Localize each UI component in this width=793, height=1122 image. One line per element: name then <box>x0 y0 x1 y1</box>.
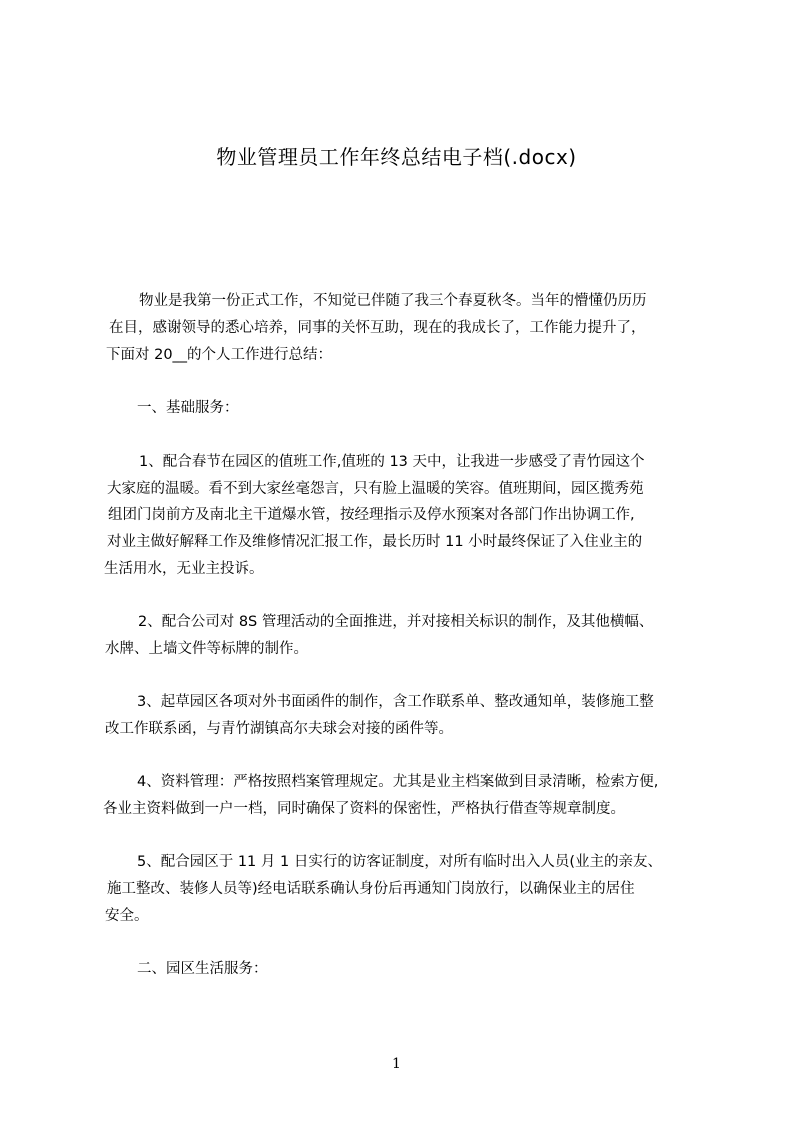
page-number: 1 <box>392 1056 401 1072</box>
item-5-line: 安全。 <box>105 908 149 924</box>
item-1-line: 生活用水，无业主投诉。 <box>104 561 264 577</box>
intro-line: 物业是我第一份正式工作，不知觉已伴随了我三个春夏秋冬。当年的懵懂仍历历 <box>139 293 647 309</box>
item-1-line: 大家庭的温暖。看不到大家丝毫怨言，只有脸上温暖的笑容。值班期间，园区揽秀苑 <box>107 481 644 497</box>
intro-line: 下面对 20__的个人工作进行总结： <box>106 347 333 363</box>
item-2-line: 2、配合公司对 8S 管理活动的全面推进，并对接相关标识的制作，及其他横幅、 <box>138 614 654 630</box>
item-3-line: 3、起草园区各项对外书面函件的制作，含工作联系单、整改通知单，装修施工整 <box>137 694 654 710</box>
item-1-line: 对业主做好解释工作及维修情况汇报工作，最长历时 11 小时最终保证了入住业主的 <box>107 534 643 550</box>
document-title: 物业管理员工作年终总结电子档(.docx) <box>216 145 577 169</box>
item-4-line: 4、资料管理：严格按照档案管理规定。尤其是业主档案做到目录清晰，检索方便, <box>137 774 659 790</box>
item-5-line: 施工整改、装修人员等)经电话联系确认身份后再通知门岗放行，以确保业主的居住 <box>107 881 635 897</box>
intro-line: 在目，感谢领导的悉心培养，同事的关怀互助，现在的我成长了，工作能力提升了， <box>109 320 646 336</box>
item-3-line: 改工作联系函，与青竹湖镇高尔夫球会对接的函件等。 <box>105 721 453 737</box>
section-heading-basic-services: 一、基础服务： <box>137 400 239 416</box>
item-5-line: 5、配合园区于 11 月 1 日实行的访客证制度，对所有临时出入人员(业主的亲友、 <box>137 854 662 870</box>
item-4-line: 各业主资料做到一户一档，同时确保了资料的保密性，严格执行借查等规章制度。 <box>103 801 625 817</box>
item-1-line: 1、配合春节在园区的值班工作,值班的 13 天中，让我进一步感受了青竹园这个 <box>139 454 645 470</box>
item-1-line: 组团门岗前方及南北主干道爆水管，按经理指示及停水预案对各部门作出协调工作, <box>108 507 635 523</box>
section-heading-life-services: 二、园区生活服务： <box>137 961 268 977</box>
item-2-line: 水牌、上墙文件等标牌的制作。 <box>105 641 308 657</box>
